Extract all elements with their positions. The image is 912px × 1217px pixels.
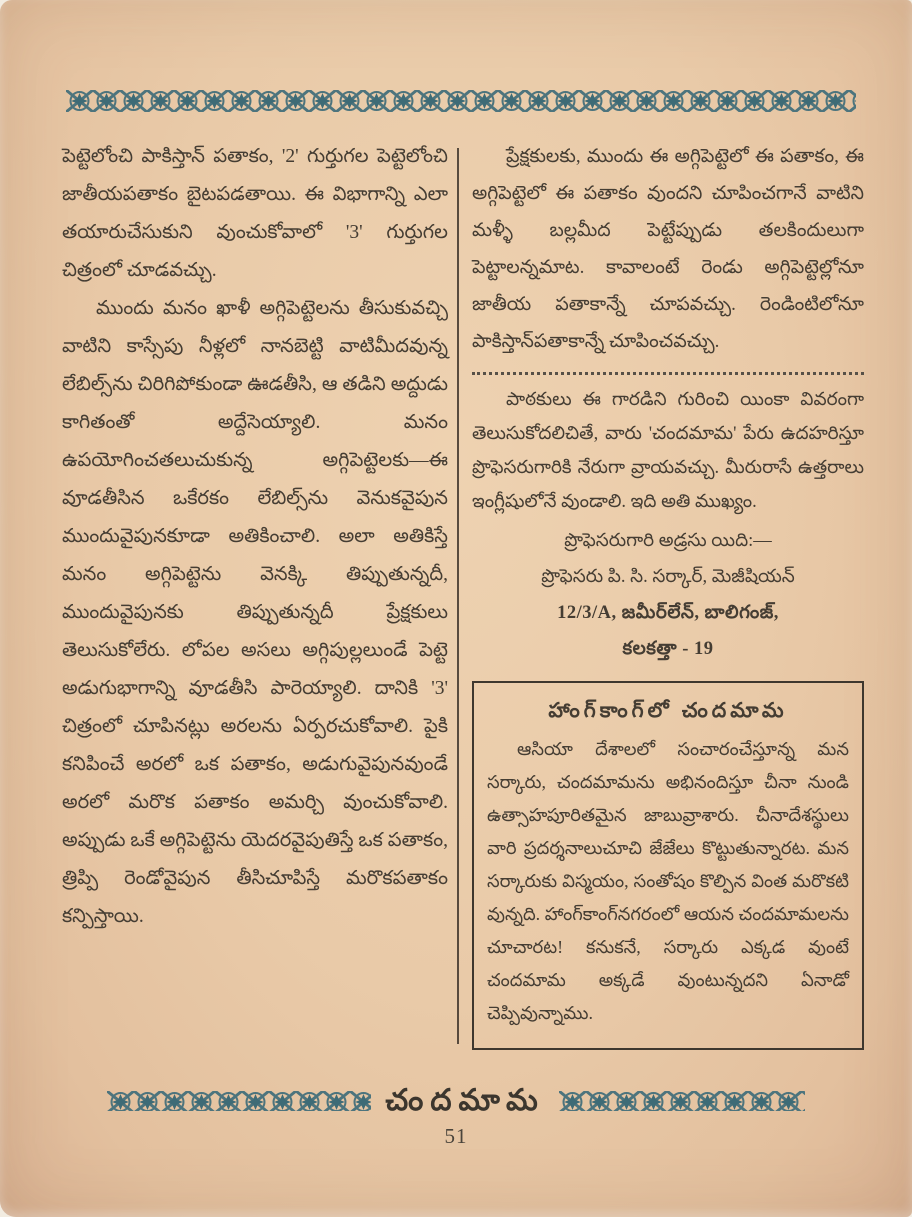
page-number: 51 <box>444 1124 468 1148</box>
article-paragraph: ముందు మనం ఖాళీ అగ్గిపెట్టెలను తీసుకువచ్చి వాటిని కాస్సేపు నీళ్లలో నానబెట్టి వాటిమీదవున్న లేబిల్స్‌ను చిరిగిపోకుండా ఊడతీసి, ఆ తడిని అద్దుడు కాగితంతో అద్దేసెయ్యాలి. మనం ఉపయోగించతలుచుకున్న అగ్గిపెట్టెలకు—ఈ వూడతీసిన ఒకేరకం లేబిల్స్‌ను వెనుకవైపున ముందువైపునకూడా అతికించాలి. అలా అతికిస్తే మనం అగ్గిపెట్టెను వెనక్కి తిప్పుతున్నదీ, ముందువైపునకు తిప్పుతున్నదీ ప్రేక్షకులు తెలుసుకోలేరు. లోపల అసలు అగ్గిపుల్లలుండే పెట్టె అడుగుభాగాన్ని వూడతీసి పారెయ్యాలి. దానికి '3' చిత్రంలో చూపినట్లు అరలను ఏర్పరచుకోవాలి. పైకి కనిపించే అరలో ఒక పతాకం, అడుగువైపునవుండే అరలో మరొక పతాకం అమర్చి వుంచుకోవాలి. అప్పుడు ఒకే అగ్గిపెట్టెను యెదరవైపుతిస్తే ఒక పతాకం, త్రిప్పి రెండోవైపున తీసిచూపిస్తే మరొకపతాకం కన్పిస్తాయి. <box>62 298 448 927</box>
address-line: ప్రొఫెసరు పి. సి. సర్కార్, మెజీషియన్ <box>541 567 795 587</box>
footer <box>0 1086 912 1116</box>
info-box-body: ఆసియా దేశాలలో సంచారంచేస్తూన్న మన సర్కారు, చందమామను అభినందిస్తూ చీనా నుండి ఉత్సాహపూరితమైన జాబువ్రాశారు. చీనాదేశస్థులు వారి ప్రదర్శనాలుచూచి జేజేలు కొట్టుతున్నారట. మన సర్కారుకు విస్మయం, సంతోషం కొల్పిన వింత మరొకటి వున్నది. హాంగ్‌కాంగ్‌నగరంలో ఆయన చందమామలను చూచారట! కనుకనే, సర్కారు ఎక్కడ వుంటే చందమామ అక్కడే వుంటున్నదని ఏనాడో చెప్పివున్నాము. <box>487 739 849 1023</box>
info-box <box>472 681 864 1050</box>
article-paragraph: ప్రేక్షకులకు, ముందు ఈ అగ్గిపెట్టెలో ఈ పతాకం, ఈ అగ్గిపెట్టెలో ఈ పతాకం వుందని చూపించగానే వాటిని మళ్ళీ బల్లమీద పెట్టేప్పుడు తలకిందులుగా పెట్టాలన్నమాట. కావాలంటే రెండు అగ్గిపెట్టెల్లోనూ జాతీయ పతాకాన్నే చూపవచ్చు. రెండింటిలోనూ పాకిస్తాన్‌పతాకాన్నే చూపించవచ్చు. <box>472 146 864 352</box>
article-paragraph: పాఠకులు ఈ గారడిని గురించి యింకా వివరంగా తెలుసుకోదలిచితే, వారు 'చందమామ' పేరు ఉదహరిస్తూ ప్రొఫెసరుగారికి నేరుగా వ్రాయవచ్చు. మీరురాసే ఉత్తరాలు ఇంగ్లీషులోనే వుండాలి. ఇది అతి ముఖ్యం. <box>472 390 864 512</box>
address-intro: ప్రొఫెసరుగారి అడ్రసు యిది:— <box>564 531 772 551</box>
address-line: కలకత్తా - 19 <box>622 639 714 659</box>
address-line: 12/3/A, జమీర్‌లేన్, బాలిగంజ్, <box>557 603 779 623</box>
article-body <box>62 138 864 1050</box>
left-column <box>62 138 457 1050</box>
section-divider-dotted-rule <box>472 372 864 375</box>
footer-magazine-title: చందమామ <box>385 1084 545 1117</box>
footer-ornament-right <box>559 1091 805 1111</box>
info-box-title: హాంగ్‌కాంగ్‌లో చందమామ <box>548 700 788 722</box>
address-block <box>472 523 864 667</box>
right-column <box>459 138 864 1050</box>
article-paragraph: పెట్టెలోంచి పాకిస్తాన్ పతాకం, '2' గుర్తుగల పెట్టెలోంచి జాతీయపతాకం బైటపడతాయి. ఈ విభాగాన్ని ఎలా తయారుచేసుకుని వుంచుకోవాలో '3' గుర్తుగల చిత్రంలో చూడవచ్చు. <box>62 146 448 281</box>
top-ornament-border <box>66 90 856 112</box>
footer-ornament-left <box>107 1091 371 1111</box>
